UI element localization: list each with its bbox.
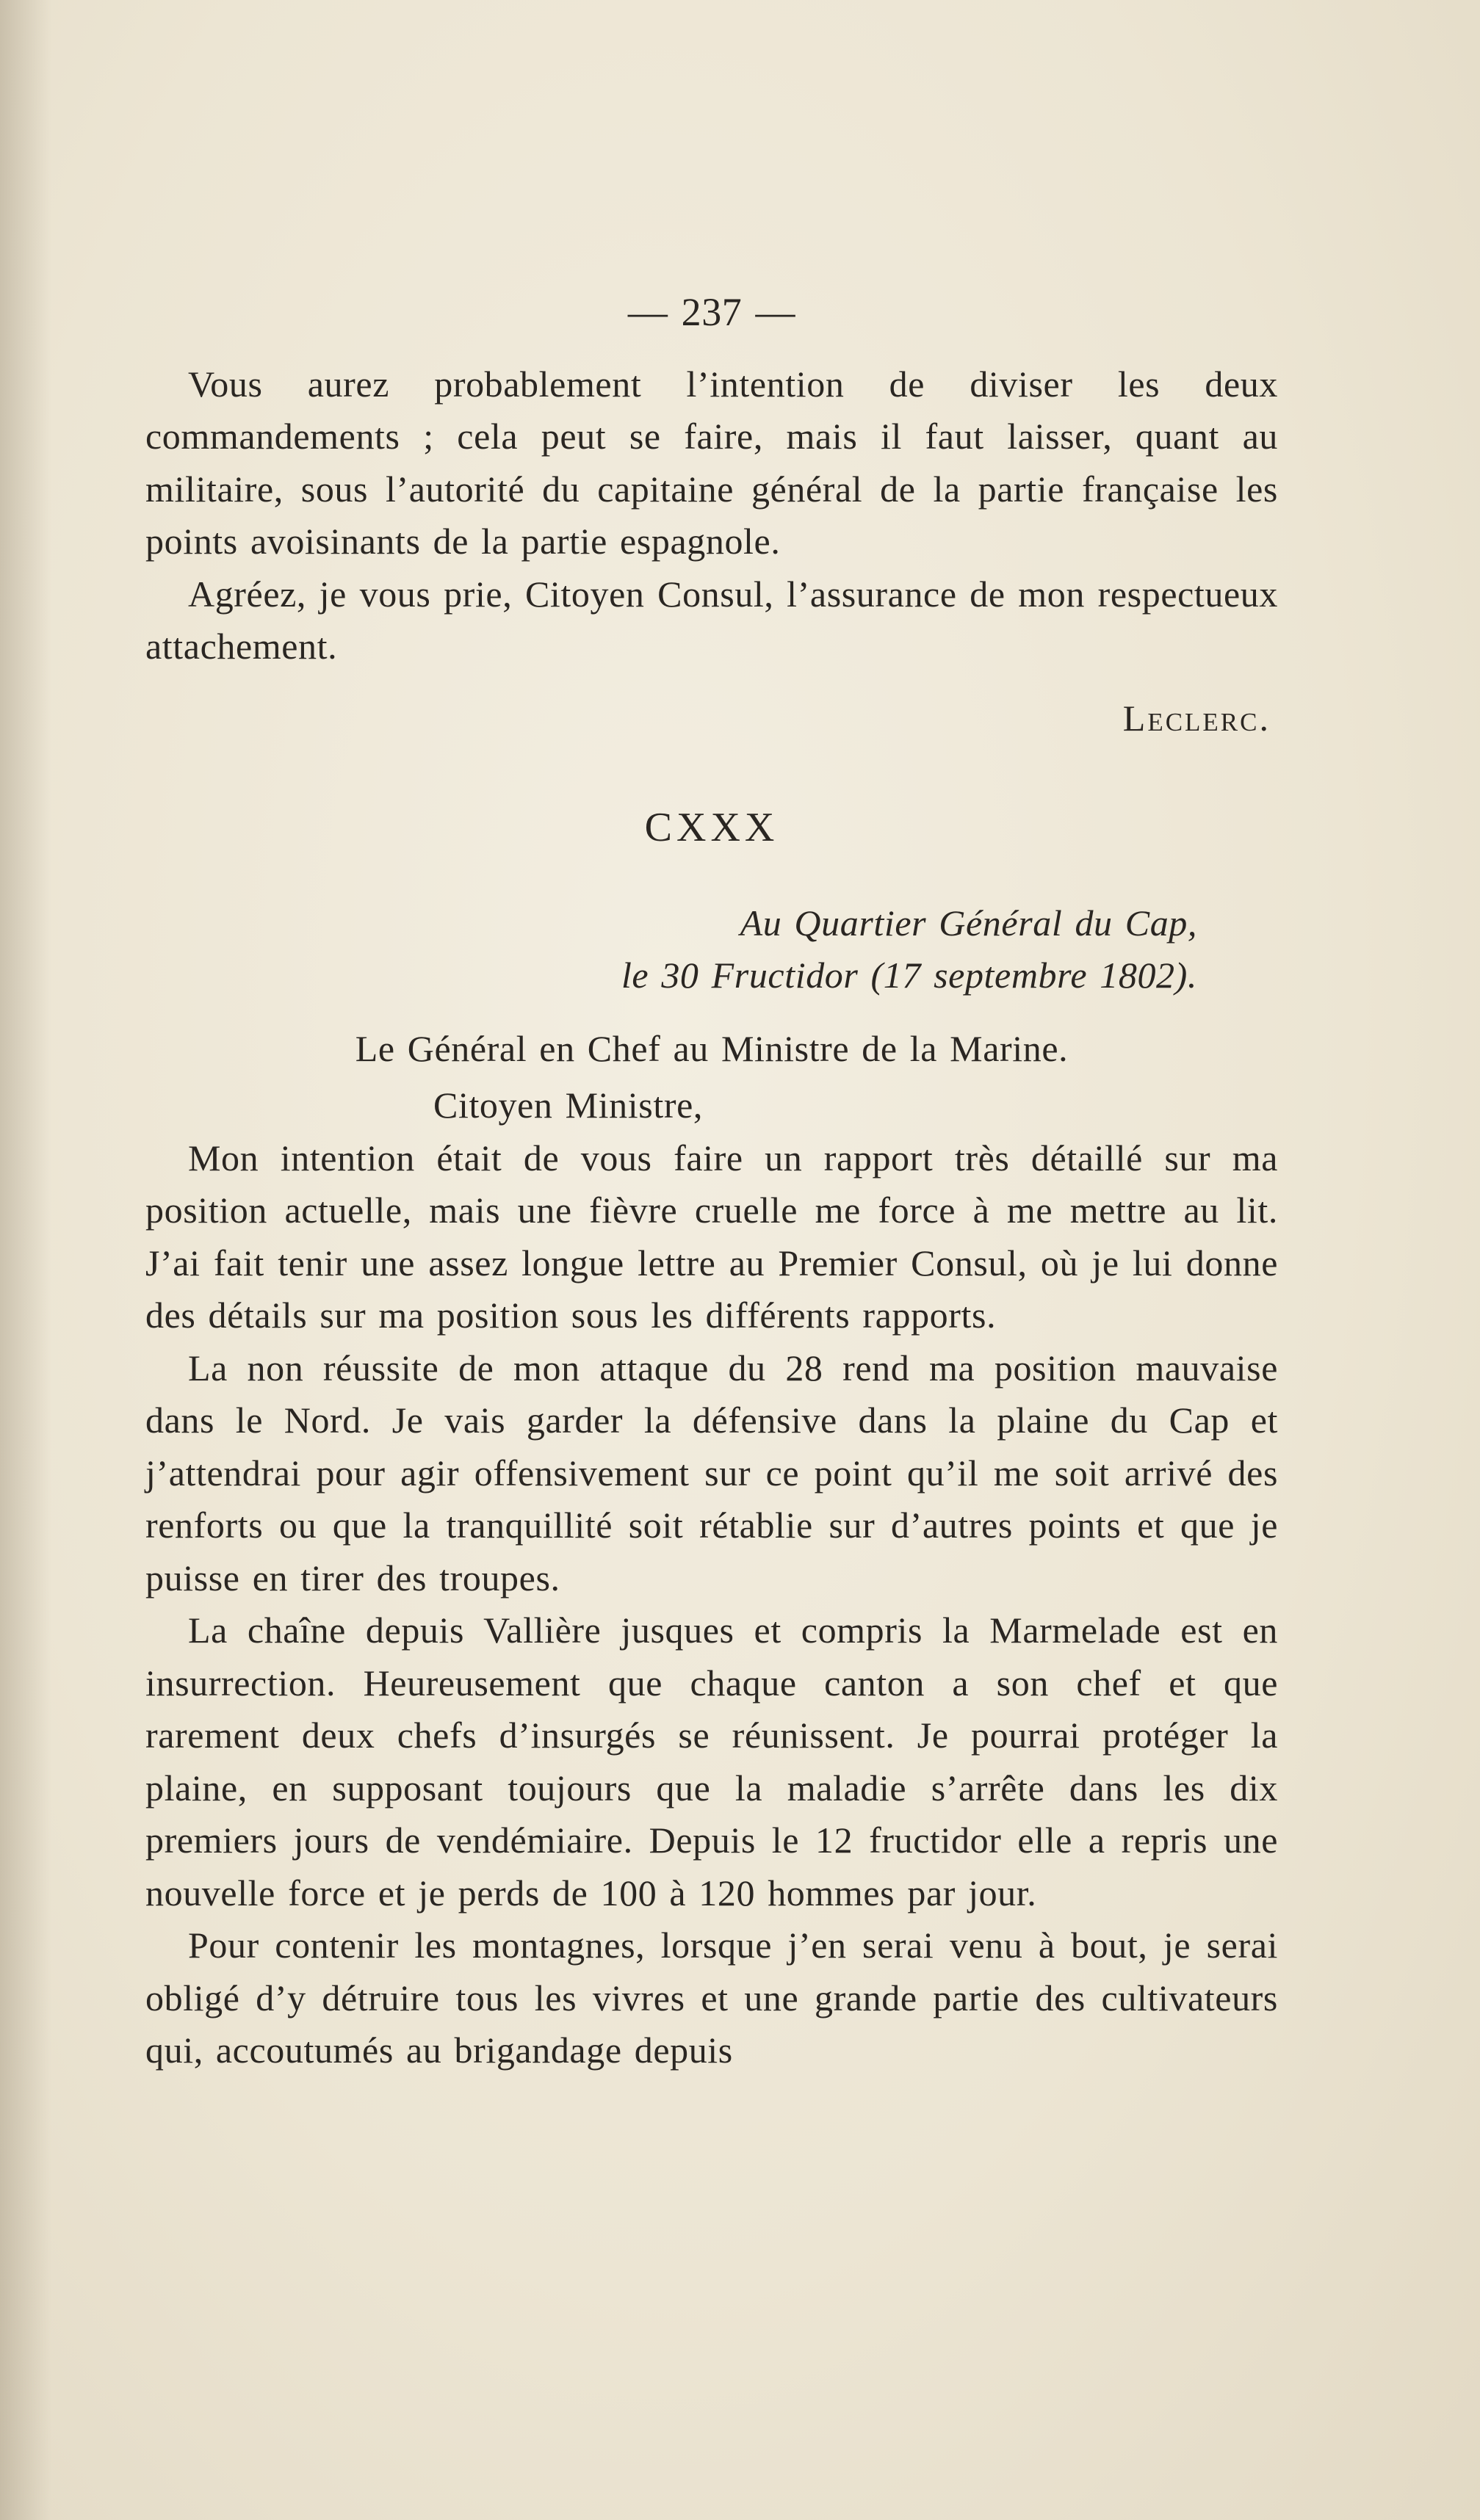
dateline-date: le 30 Fructidor (17 septembre 1802). (621, 955, 1197, 996)
closing-paragraph: Agréez, je vous prie, Citoyen Consul, l’assurance de mon respectueux attachement. (145, 573, 1278, 667)
letter-paragraph-4: Pour contenir les montagnes, lorsque j’en serai venu à bout, je serai obligé d’y détruire tous les vivres et une grande partie des cultivateurs qui, accoutumés au brigandage depuis (145, 1925, 1278, 2071)
spine-shadow (0, 0, 51, 2520)
letter-address: Le Général en Chef au Ministre de la Marine. (355, 1027, 1069, 1069)
paragraph-continuation: Vous aurez probablement l’intention de diviser les deux commandements ; cela peut se faire, mais il faut laisser, quant au militaire, sous l’autorité du capitaine général de la partie française les points avoisinants de la partie espagnole. (145, 363, 1278, 562)
page-content (145, 286, 1278, 2077)
letter-paragraph-2: La non réussite de mon attaque du 28 rend ma position mauvaise dans le Nord. Je vais garder la défensive dans la plaine du Cap et j’attendrai pour agir offensivement sur ce point qu’il me soit arrivé des renforts ou que la tranquillité soit rétablie sur d’autres points et que je puisse en tirer des troupes. (145, 1347, 1278, 1598)
signature: Leclerc. (1122, 697, 1271, 739)
letter-paragraph-3: La chaîne depuis Vallière jusques et compris la Marmelade est en insurrection. Heureusement que chaque canton a son chef et que rarement deux chefs d’insurgés se réunissent. Je pourrai protéger la plaine, en supposant toujours que la maladie s’arrête dans les dix premiers jours de vendémiaire. Depuis le 12 fructidor elle a repris une nouvelle force et je perds de 100 à 120 hommes par jour. (145, 1610, 1278, 1913)
dateline-place: Au Quartier Général du Cap, (740, 902, 1197, 944)
salutation: Citoyen Ministre, (433, 1085, 703, 1126)
page-number: — 237 — (627, 290, 796, 334)
dateline (145, 897, 1278, 1002)
letter-paragraph-1: Mon intention était de vous faire un rapport très détaillé sur ma position actuelle, mais une fièvre cruelle me force à me mettre au lit. J’ai fait tenir une assez longue lettre au Premier Consul, où je lui donne des détails sur ma position sous les différents rapports. (145, 1137, 1278, 1336)
section-number: CXXX (644, 805, 779, 850)
